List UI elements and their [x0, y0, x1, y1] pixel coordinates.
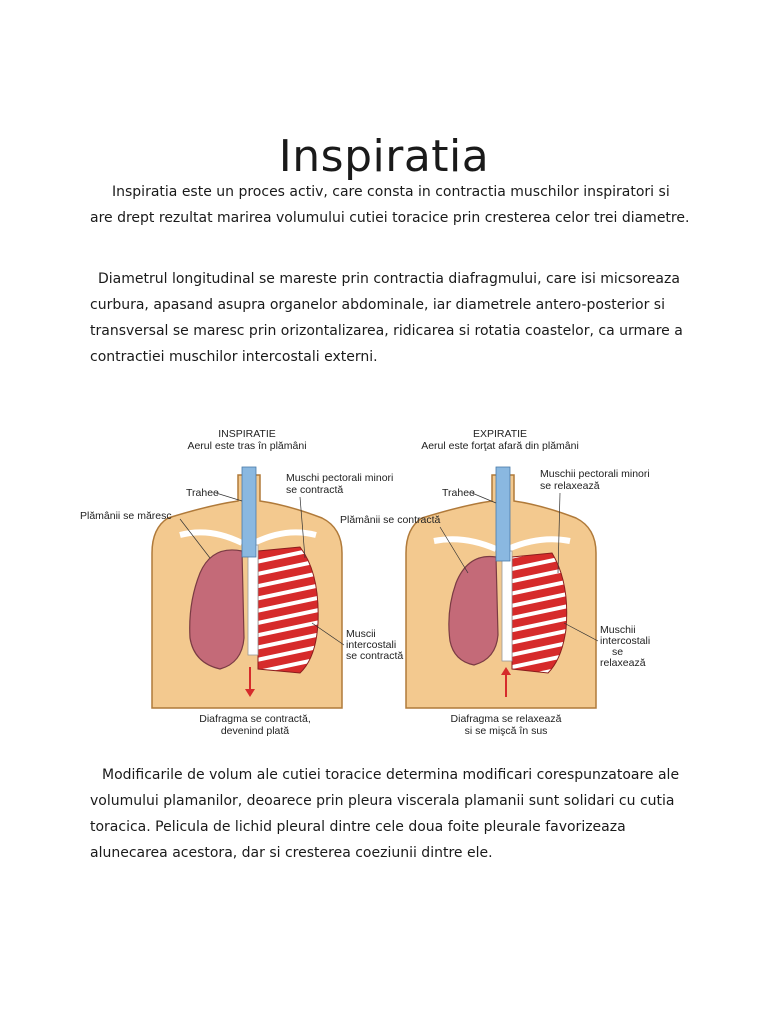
inspiration-panel [80, 428, 403, 737]
label-diaphragm-inspiration-2: devenind plată [220, 725, 290, 737]
label-intercostal-expiration-3: se [612, 646, 624, 658]
label-pectoral-expiration-1: Muschii pectorali minori [540, 468, 650, 480]
label-pectoral-inspiration-2: se contractă [286, 484, 344, 496]
label-diaphragm-expiration-1: Diafragma se relaxează [450, 713, 562, 725]
ribcage-inspiration [258, 547, 318, 673]
sternum-expiration [502, 551, 512, 661]
inspiration-subheading: Aerul este tras în plămâni [187, 440, 307, 452]
label-pectoral-inspiration-1: Muschi pectorali minori [286, 472, 394, 484]
inspiration-heading: INSPIRATIE [218, 428, 276, 440]
label-intercostal-inspiration-3: se contractă [346, 650, 404, 662]
respiration-diagram-svg [80, 423, 670, 743]
paragraph-diameters: Diametrul longitudinal se mareste prin contractia diafragmului, care isi micsoreaza curbura, apasand asupra organelor abdominale, iar diametrele antero-posterior si transversal se maresc prin orizontalizarea, ridicarea si rotatia coastelor, ca urmare a contractiei muschilor intercostali externi. [90, 271, 683, 365]
label-diaphragm-expiration-2: si se mişcă în sus [464, 725, 548, 737]
expiration-heading: EXPIRATIE [472, 428, 528, 440]
label-lungs-inspiration: Plămânii se măresc [80, 510, 172, 522]
expiration-subheading: Aerul este forţat afară din plămâni [421, 440, 579, 452]
trachea-inspiration [242, 467, 256, 557]
trachea-expiration [496, 467, 510, 561]
paragraph-volume-changes: Modificarile de volum ale cutiei toracice determina modificari corespunzatoare ale volumului plamanilor, deoarece prin pleura viscerala plamanii sunt solidari cu cutia toracica. Pelicula de lichid pleural dintre cele doua foite pleurale favorizeaza alunecarea acestora, dar si cresterea coeziunii dintre ele. [90, 767, 680, 861]
paragraph-intro: Inspiratia este un proces activ, care consta in contractia muschilor inspiratori si are drept rezultat marirea volumului cutiei toracice prin cresterea celor trei diametre. [90, 184, 690, 226]
label-trachea-expiration: Trahee [442, 487, 475, 499]
label-intercostal-expiration-2: intercostali [600, 635, 651, 647]
label-pectoral-expiration-2: se relaxează [540, 480, 600, 492]
label-lungs-expiration: Plămânii se contractă [340, 514, 441, 526]
respiration-diagram [80, 423, 670, 743]
label-intercostal-inspiration-1: Muscii [346, 628, 376, 640]
ribcage-expiration [512, 553, 567, 673]
page-title: Inspiratia [278, 131, 490, 183]
label-trachea-inspiration: Trahee [186, 487, 219, 499]
label-intercostal-expiration-1: Muschii [600, 624, 636, 636]
label-intercostal-expiration-4: relaxează [600, 657, 646, 669]
sternum-inspiration [248, 545, 258, 655]
label-intercostal-inspiration-2: intercostali [346, 639, 397, 651]
label-diaphragm-inspiration-1: Diafragma se contractă, [199, 713, 311, 725]
